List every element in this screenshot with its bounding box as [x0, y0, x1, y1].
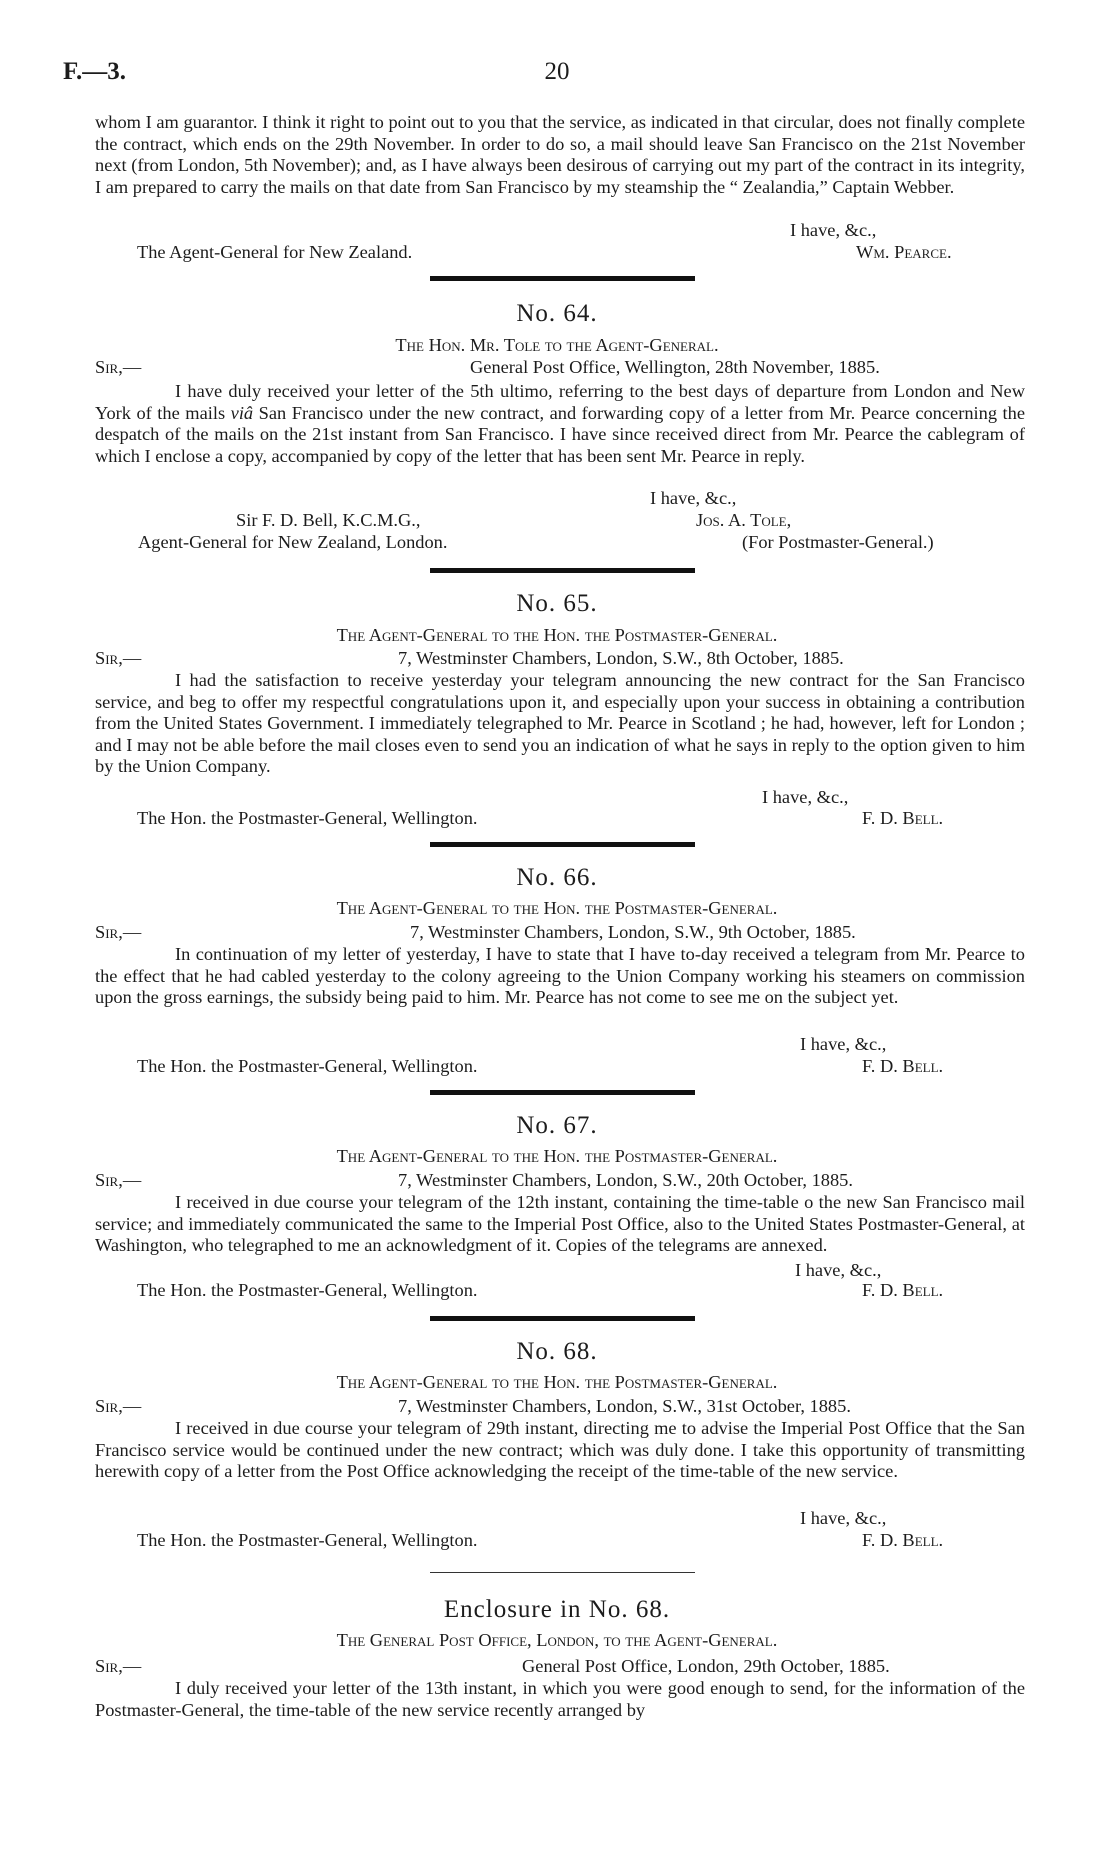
letter-closing: I have, &c.,	[762, 787, 849, 807]
letter-signature: F. D. Bell.	[862, 1530, 944, 1550]
letter-body-part: I have duly received your letter of the 5th ultimo, referring to the best days of departure from London and New York of the mails	[95, 381, 1025, 423]
continuation-signature: Wm. Pearce.	[856, 242, 952, 262]
letter-dateline: 7, Westminster Chambers, London, S.W., 20th October, 1885.	[398, 1170, 853, 1190]
letter-closing: I have, &c.,	[650, 488, 737, 508]
enclosure-title: Enclosure in No. 68.	[443, 1596, 671, 1623]
letter-signature: F. D. Bell.	[862, 1056, 944, 1076]
section-divider	[430, 842, 695, 847]
letter-addressee: The Hon. the Postmaster-General, Wellington.	[137, 1530, 478, 1550]
continuation-paragraph: whom I am guarantor. I think it right to point out to you that the service, as indicated in that circular, does not finally complete the contract, which ends on the 29th November. In order to do so, a mail should leave San Francisco on the 21st November next (from London, 5th November); and, as I have always been desirous of carrying out my part of the contract in its integrity, I am prepared to carry the mails on that date from San Francisco by my steamship the “ Zealandia,” Captain Webber.	[95, 112, 1025, 197]
letter-body	[95, 670, 1025, 778]
letter-heading: The Hon. Mr. Tole to the Agent-General.	[395, 335, 719, 355]
enclosure-salutation: Sir,—	[95, 1656, 142, 1676]
letter-heading: The Agent-General to the Hon. the Postmaster-General.	[336, 625, 778, 645]
letter-signature: F. D. Bell.	[862, 808, 944, 828]
section-divider	[430, 276, 695, 281]
letter-salutation: Sir,—	[95, 922, 142, 942]
letter-dateline: 7, Westminster Chambers, London, S.W., 31st October, 1885.	[398, 1396, 851, 1416]
via-word: viâ	[230, 402, 254, 423]
letter-dateline: General Post Office, Wellington, 28th November, 1885.	[470, 357, 880, 377]
letter-salutation: Sir,—	[95, 1170, 142, 1190]
letter-addressee: The Hon. the Postmaster-General, Wellington.	[137, 1280, 478, 1300]
letter-body	[95, 944, 1025, 1009]
letter-body-text: In continuation of my letter of yesterday, I have to state that I have to-day received a telegram from Mr. Pearce to the effect that he had cabled yesterday to the colony agreeing to the Union Company working his steamers on commission upon the gross earnings, the subsidy being paid to him. Mr. Pearce has not come to see me on the subject yet.	[95, 944, 1025, 1007]
signature-note: (For Postmaster-General.)	[742, 532, 934, 552]
letter-number: No. 64.	[516, 300, 598, 327]
page-number: 20	[544, 58, 570, 85]
letter-number: No. 65.	[516, 590, 598, 617]
letter-addressee: The Hon. the Postmaster-General, Wellington.	[137, 808, 478, 828]
letter-closing: I have, &c.,	[800, 1034, 887, 1054]
section-code: F.—3.	[63, 58, 126, 85]
continuation-closing: I have, &c.,	[790, 220, 877, 240]
letter-body	[95, 1418, 1025, 1483]
enclosure-heading: The General Post Office, London, to the Agent-General.	[336, 1630, 778, 1650]
section-divider	[430, 1316, 695, 1321]
letter-body	[95, 381, 1025, 467]
enclosure-dateline: General Post Office, London, 29th October, 1885.	[522, 1656, 890, 1676]
letter-addressee: The Hon. the Postmaster-General, Wellington.	[137, 1056, 478, 1076]
letter-number: No. 66.	[516, 864, 598, 891]
section-divider	[430, 568, 695, 573]
letter-body-text: I received in due course your telegram of 29th instant, directing me to advise the Imperial Post Office that the San Francisco service would be continued under the new contract; which was duly done. I take this opportunity of transmitting herewith copy of a letter from the Post Office acknowledging the receipt of the time-table of the new service.	[95, 1418, 1025, 1481]
letter-body-text: I had the satisfaction to receive yesterday your telegram announcing the new contract for the San Francisco service, and beg to offer my respectful congratulations upon it, and especially upon your success in obtaining a contribution from the United States Government. I immediately telegraphed to Mr. Pearce in Scotland ; he had, however, left for London ; and I may not be able before the mail closes even to send you an indication of what he says in reply to the option given to him by the Union Company.	[95, 670, 1025, 776]
letter-heading: The Agent-General to the Hon. the Postmaster-General.	[336, 898, 778, 918]
letter-heading: The Agent-General to the Hon. the Postmaster-General.	[336, 1372, 778, 1392]
section-divider-thin	[430, 1572, 695, 1573]
letter-salutation: Sir,—	[95, 648, 142, 668]
letter-closing: I have, &c.,	[800, 1508, 887, 1528]
section-divider	[430, 1090, 695, 1095]
letter-body-text: I received in due course your telegram of the 12th instant, containing the time-table o the new San Francisco mail service; and immediately communicated the same to the Imperial Post Office, also to the United States Postmaster-General, at Washington, who telegraphed to me an acknowledgment of it. Copies of the telegrams are annexed.	[95, 1192, 1025, 1255]
letter-body	[95, 1192, 1025, 1257]
enclosure-body	[95, 1678, 1025, 1721]
addressee-line: Agent-General for New Zealand, London.	[138, 532, 448, 552]
continuation-addressee: The Agent-General for New Zealand.	[137, 242, 413, 262]
letter-heading: The Agent-General to the Hon. the Postmaster-General.	[336, 1146, 778, 1166]
enclosure-body-text: I duly received your letter of the 13th instant, in which you were good enough to send, for the information of the Postmaster-General, the time-table of the new service recently arranged by	[95, 1678, 1025, 1720]
letter-salutation: Sir,—	[95, 1396, 142, 1416]
letter-dateline: 7, Westminster Chambers, London, S.W., 9th October, 1885.	[410, 922, 856, 942]
letter-dateline: 7, Westminster Chambers, London, S.W., 8th October, 1885.	[398, 648, 844, 668]
letter-body-part: San Francisco under the new contract, and forwarding copy of a letter from Mr. Pearce concerning the despatch of the mails on the 21st instant from San Francisco. I have since received direct from Mr. Pearce the cablegram of which I enclose a copy, accompanied by copy of the letter that has been sent Mr. Pearce in reply.	[95, 402, 1025, 466]
letter-number: No. 67.	[516, 1112, 598, 1139]
letter-signature: F. D. Bell.	[862, 1280, 944, 1300]
letter-closing: I have, &c.,	[795, 1260, 882, 1280]
letter-signature: Jos. A. Tole,	[696, 510, 792, 530]
letter-salutation: Sir,—	[95, 357, 142, 377]
letter-number: No. 68.	[516, 1338, 598, 1365]
addressee-line: Sir F. D. Bell, K.C.M.G.,	[236, 510, 421, 530]
